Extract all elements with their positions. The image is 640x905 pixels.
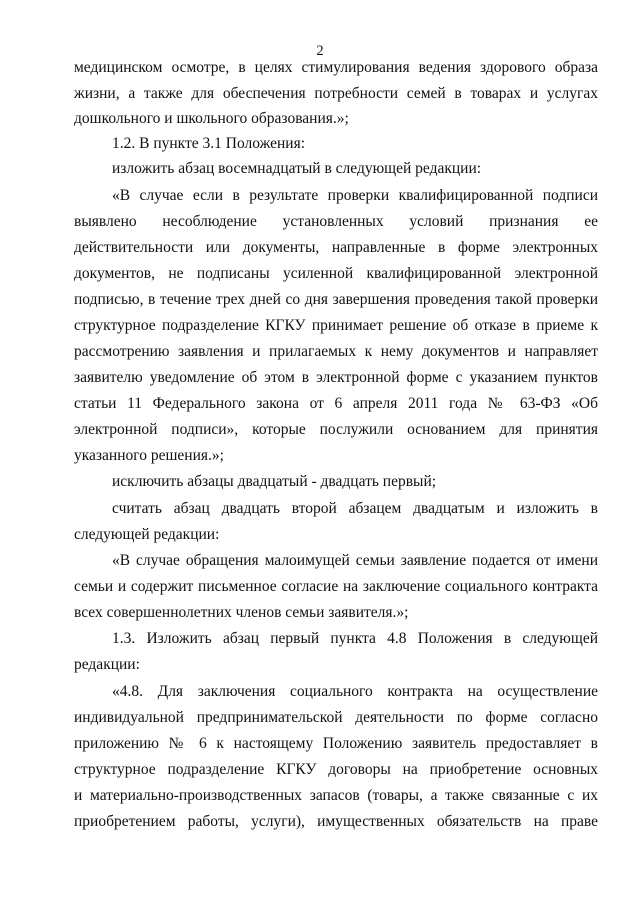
text-line: указанного решения.»; — [74, 447, 224, 464]
text-line: редакции: — [74, 656, 140, 673]
text-line: «4.8. Для заключения социального контракта на осуществление — [112, 683, 598, 700]
text-line: структурное подразделение КГКУ принимает решение об отказе в приеме к — [74, 317, 598, 334]
text-line: действительности или документы, направленные в форме электронных — [74, 239, 598, 256]
text-line: приобретением работы, услуги), имущественных обязательств на праве — [74, 813, 598, 830]
text-line: подписью, в течение трех дней со дня завершения проведения такой проверки — [74, 291, 598, 308]
text-line: дошкольного и школьного образования.»; — [74, 110, 349, 127]
text-line: заявителю уведомление об этом в электронной форме с указанием пунктов — [74, 369, 598, 386]
text-line: и материально-производственных запасов (товары, а также связанные с их — [74, 787, 598, 804]
text-line: семьи и содержит письменное согласие на заключение социального контракта — [74, 578, 598, 595]
text-line: рассмотрению заявления и прилагаемых к нему документов и направляет — [74, 343, 598, 360]
text-line: 1.2. В пункте 3.1 Положения: — [112, 135, 306, 152]
text-line: электронной подписи», которые послужили основанием для принятия — [74, 421, 598, 438]
text-line: изложить абзац восемнадцатый в следующей редакции: — [112, 160, 482, 177]
text-line: приложению № 6 к настоящему Положению заявитель предоставляет в — [74, 735, 598, 752]
text-line: документов, не подписаны усиленной квалифицированной электронной — [74, 265, 598, 282]
page-number: 2 — [316, 43, 324, 59]
text-line: выявлено несоблюдение установленных условий признания ее — [74, 213, 598, 230]
text-line: статьи 11 Федерального закона от 6 апреля 2011 года № 63-ФЗ «Об — [74, 395, 598, 412]
text-line: «В случае если в результате проверки квалифицированной подписи — [112, 187, 598, 204]
text-line: 1.3. Изложить абзац первый пункта 4.8 Положения в следующей — [112, 630, 598, 647]
text-line: индивидуальной предпринимательской деятельности по форме согласно — [74, 709, 598, 726]
text-line: исключить абзацы двадцатый - двадцать первый; — [112, 473, 437, 490]
text-line: следующей редакции: — [74, 526, 220, 543]
text-line: «В случае обращения малоимущей семьи заявление подается от имени — [112, 552, 598, 569]
text-line: всех совершеннолетних членов семьи заявителя.»; — [74, 604, 409, 621]
text-line: считать абзац двадцать второй абзацем двадцатым и изложить в — [112, 500, 598, 517]
text-line: медицинском осмотре, в целях стимулирования ведения здорового образа — [74, 59, 598, 76]
text-line: структурное подразделение КГКУ договоры на приобретение основных — [74, 761, 598, 778]
text-line: жизни, а также для обеспечения потребности семей в товарах и услугах — [74, 85, 598, 102]
